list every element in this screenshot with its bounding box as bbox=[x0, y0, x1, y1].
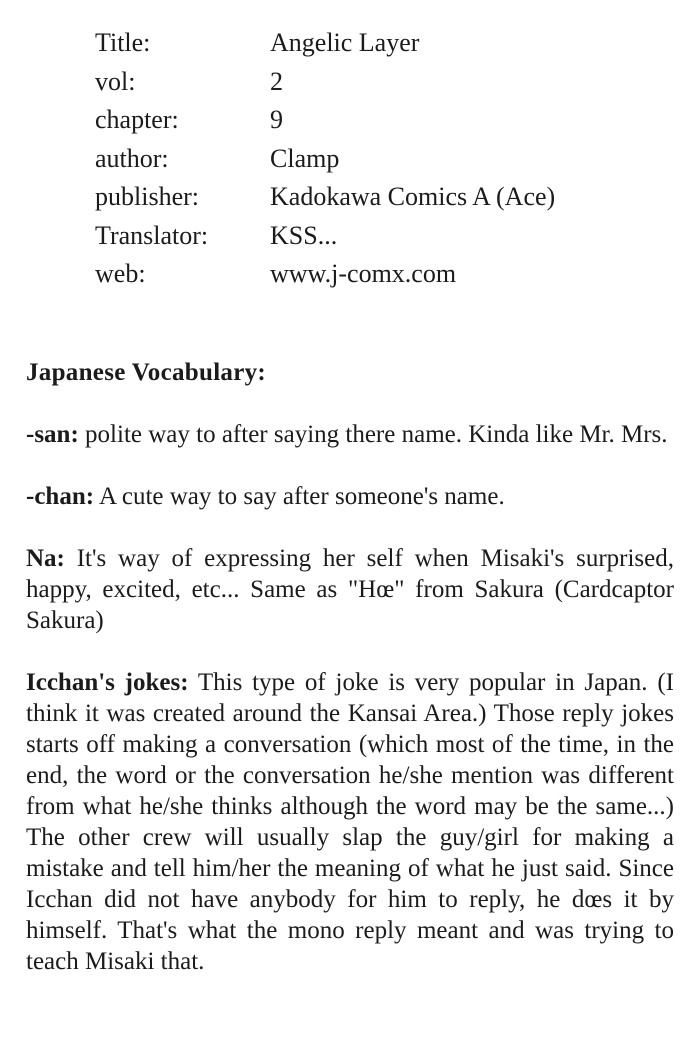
meta-row-chapter bbox=[95, 101, 700, 140]
vocab-definition-na: It's way of expressing her self when Misaki's surprised, happy, excited, etc... Same as "Hœ" from Sakura (Cardcaptor Sakura) bbox=[26, 544, 674, 634]
vocab-term-san: -san: bbox=[26, 420, 79, 448]
meta-row-publisher bbox=[95, 178, 700, 217]
meta-row-translator bbox=[95, 217, 700, 256]
vocabulary-heading: Japanese Vocabulary: bbox=[26, 358, 267, 386]
vocab-entry-chan bbox=[26, 481, 674, 512]
vocab-term-icchans-jokes: Icchan's jokes: bbox=[26, 668, 189, 696]
vocab-term-na: Na: bbox=[26, 544, 65, 572]
meta-value-chapter: 9 bbox=[270, 105, 283, 134]
vocab-definition-chan: A cute way to say after someone's name. bbox=[98, 482, 505, 510]
vocab-entry-na bbox=[26, 543, 674, 636]
meta-label-volume: vol: bbox=[95, 66, 136, 96]
meta-row-web bbox=[95, 255, 700, 294]
manga-info-table bbox=[0, 0, 700, 294]
meta-value-title: Angelic Layer bbox=[270, 28, 420, 57]
meta-value-volume: 2 bbox=[270, 66, 283, 96]
meta-label-chapter: chapter: bbox=[95, 105, 179, 134]
vocab-entry-san bbox=[26, 419, 674, 450]
meta-label-title: Title: bbox=[95, 28, 151, 57]
meta-value-translator: KSS... bbox=[270, 220, 338, 250]
meta-label-translator: Translator: bbox=[95, 220, 209, 250]
meta-value-publisher: Kadokawa Comics A (Ace) bbox=[270, 182, 556, 211]
meta-label-web: web: bbox=[95, 259, 146, 288]
vocab-definition-san: polite way to after saying there name. Kinda like Mr. Mrs. bbox=[85, 420, 668, 448]
vocab-entry-icchans-jokes bbox=[26, 667, 674, 977]
vocab-term-chan: -chan: bbox=[26, 482, 95, 510]
meta-row-volume bbox=[95, 63, 700, 102]
meta-row-title bbox=[95, 24, 700, 63]
meta-row-author bbox=[95, 140, 700, 179]
vocab-definition-icchans-jokes: This type of joke is very popular in Japan. (I think it was created around the Kansai Area.) Those reply jokes starts off making a conversation (which most of the time, in the end, the word or the conversation he/she mention was different from what he/she thinks although the word may be the same...) The other crew will usually slap the guy/girl for making a mistake and tell him/her the meaning of what he just said. Since Icchan did not have anybody for him to reply, he dœs it by himself. That's what the mono reply meant and was trying to teach Misaki that. bbox=[26, 668, 674, 975]
meta-value-author: Clamp bbox=[270, 143, 340, 173]
meta-value-web-url: www.j-comx.com bbox=[270, 259, 457, 288]
meta-label-author: author: bbox=[95, 143, 169, 173]
meta-label-publisher: publisher: bbox=[95, 182, 199, 211]
